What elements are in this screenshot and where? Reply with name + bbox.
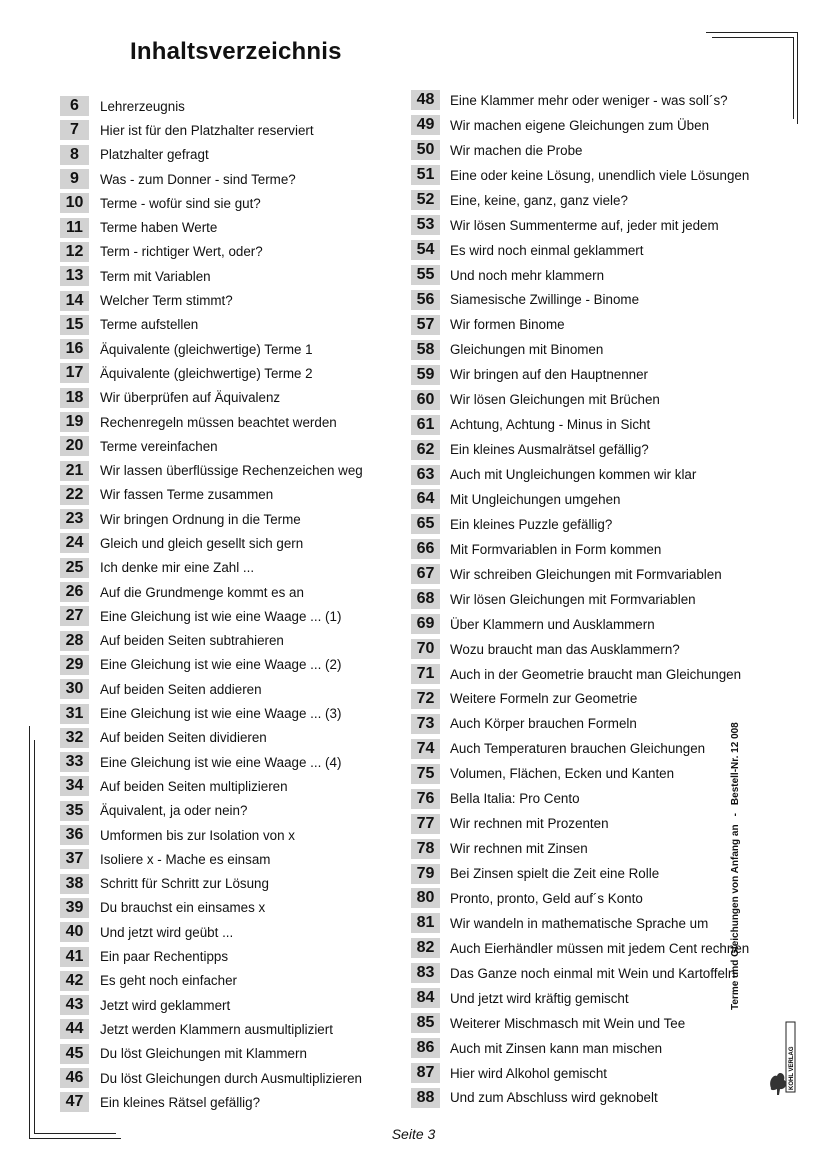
toc-entry bbox=[60, 483, 363, 507]
toc-entry bbox=[60, 969, 363, 993]
page-number-badge: 9 bbox=[60, 169, 89, 189]
toc-entry-title: Hier wird Alkohol gemischt bbox=[450, 1065, 608, 1081]
toc-entry-title: Äquivalente (gleichwertige) Terme 1 bbox=[100, 341, 313, 357]
toc-entry bbox=[411, 761, 749, 786]
toc-entry bbox=[60, 361, 363, 385]
page-number-badge: 83 bbox=[411, 963, 440, 983]
toc-entry-title: Wir lösen Gleichungen mit Brüchen bbox=[450, 392, 660, 408]
page-number-badge: 75 bbox=[411, 764, 440, 784]
toc-entry bbox=[60, 774, 363, 798]
toc-entry bbox=[60, 993, 363, 1017]
toc-entry bbox=[411, 487, 749, 512]
toc-entry bbox=[411, 362, 749, 387]
toc-entry-title: Wir überprüfen auf Äquivalenz bbox=[100, 390, 281, 406]
page-number-badge: 51 bbox=[411, 165, 440, 185]
page-number-badge: 82 bbox=[411, 938, 440, 958]
toc-entry bbox=[60, 653, 363, 677]
toc-entry-title: Über Klammern und Ausklammern bbox=[450, 616, 655, 632]
toc-entry bbox=[60, 556, 363, 580]
toc-entry bbox=[60, 823, 363, 847]
vertical-book-info bbox=[725, 722, 745, 1010]
toc-entry bbox=[60, 240, 363, 264]
toc-entry-title: Bella Italia: Pro Cento bbox=[450, 791, 580, 807]
page-number-badge: 66 bbox=[411, 539, 440, 559]
toc-entry bbox=[411, 462, 749, 487]
page-number-badge: 72 bbox=[411, 689, 440, 709]
toc-entry bbox=[60, 629, 363, 653]
page-number-badge: 31 bbox=[60, 704, 89, 724]
page-number-badge: 70 bbox=[411, 639, 440, 659]
toc-entry-title: Wir machen die Probe bbox=[450, 142, 583, 158]
toc-entry-title: Mit Ungleichungen umgehen bbox=[450, 491, 621, 507]
frame-top-right-inner-h bbox=[712, 37, 794, 38]
toc-entry-title: Terme aufstellen bbox=[100, 317, 199, 333]
page-number-badge: 52 bbox=[411, 190, 440, 210]
toc-entry-title: Wir rechnen mit Zinsen bbox=[450, 841, 588, 857]
page-number-badge: 60 bbox=[411, 390, 440, 410]
toc-entry-title: Siamesische Zwillinge - Binome bbox=[450, 292, 640, 308]
toc-entry-title: Schritt für Schritt zur Lösung bbox=[100, 876, 269, 892]
page-number-badge: 74 bbox=[411, 739, 440, 759]
toc-entry-title: Rechenregeln müssen beachtet werden bbox=[100, 414, 337, 430]
toc-entry bbox=[411, 238, 749, 263]
toc-entry-title: Eine Klammer mehr oder weniger - was soll´s? bbox=[450, 92, 728, 108]
toc-entry-title: Weiterer Mischmasch mit Wein und Tee bbox=[450, 1015, 686, 1031]
toc-entry bbox=[411, 587, 749, 612]
toc-entry bbox=[60, 847, 363, 871]
page-number-badge: 56 bbox=[411, 290, 440, 310]
toc-entry bbox=[60, 580, 363, 604]
toc-entry-title: Eine Gleichung ist wie eine Waage ... (3) bbox=[100, 706, 342, 722]
toc-entry-title: Wir fassen Terme zusammen bbox=[100, 487, 274, 503]
toc-entry bbox=[60, 337, 363, 361]
page-number-badge: 67 bbox=[411, 564, 440, 584]
toc-entry bbox=[411, 811, 749, 836]
page-number-badge: 40 bbox=[60, 922, 89, 942]
toc-entry bbox=[411, 861, 749, 886]
page-number-badge: 22 bbox=[60, 485, 89, 505]
toc-entry bbox=[60, 604, 363, 628]
page-number-badge: 88 bbox=[411, 1088, 440, 1108]
page-number-badge: 34 bbox=[60, 776, 89, 796]
toc-entry bbox=[60, 191, 363, 215]
page-number-badge: 32 bbox=[60, 728, 89, 748]
toc-entry bbox=[60, 1066, 363, 1090]
page-number-badge: 33 bbox=[60, 752, 89, 772]
frame-bottom-left-outer-v bbox=[29, 726, 30, 1138]
toc-entry bbox=[411, 163, 749, 188]
toc-entry bbox=[411, 1011, 749, 1036]
toc-entry-title: Auch mit Ungleichungen kommen wir klar bbox=[450, 467, 697, 483]
page-number-badge: 37 bbox=[60, 849, 89, 869]
toc-entry-title: Pronto, pronto, Geld auf´s Konto bbox=[450, 890, 643, 906]
page-number-badge: 46 bbox=[60, 1068, 89, 1088]
toc-entry-title: Das Ganze noch einmal mit Wein und Kartoffeln bbox=[450, 965, 736, 981]
toc-entry-title: Terme - wofür sind sie gut? bbox=[100, 195, 261, 211]
page-number-badge: 76 bbox=[411, 789, 440, 809]
toc-entry-title: Du brauchst ein einsames x bbox=[100, 900, 266, 916]
page-number-badge: 58 bbox=[411, 340, 440, 360]
toc-entry bbox=[411, 886, 749, 911]
page-number-badge: 18 bbox=[60, 388, 89, 408]
toc-entry bbox=[411, 1036, 749, 1061]
page-number-badge: 35 bbox=[60, 801, 89, 821]
toc-entry bbox=[60, 118, 363, 142]
toc-entry-title: Isoliere x - Mache es einsam bbox=[100, 851, 271, 867]
page-number-badge: 12 bbox=[60, 242, 89, 262]
toc-entry bbox=[60, 920, 363, 944]
page-number-badge: 24 bbox=[60, 533, 89, 553]
page-number-badge: 55 bbox=[411, 265, 440, 285]
toc-entry bbox=[60, 799, 363, 823]
toc-entry-title: Was - zum Donner - sind Terme? bbox=[100, 171, 296, 187]
toc-entry-title: Terme haben Werte bbox=[100, 220, 218, 236]
page-number-badge: 25 bbox=[60, 558, 89, 578]
toc-entry bbox=[411, 961, 749, 986]
page-number-badge: 20 bbox=[60, 436, 89, 456]
toc-entry-title: Wir rechnen mit Prozenten bbox=[450, 816, 609, 832]
toc-entry bbox=[411, 662, 749, 687]
page-number-badge: 86 bbox=[411, 1038, 440, 1058]
toc-entry bbox=[60, 386, 363, 410]
toc-entry-title: Mit Formvariablen in Form kommen bbox=[450, 541, 662, 557]
toc-entry-title: Wir bringen auf den Hauptnenner bbox=[450, 367, 649, 383]
toc-entry bbox=[411, 263, 749, 288]
page-number-badge: 57 bbox=[411, 315, 440, 335]
toc-entry bbox=[411, 537, 749, 562]
page-number-badge: 53 bbox=[411, 215, 440, 235]
toc-entry bbox=[411, 138, 749, 163]
page-number-badge: 47 bbox=[60, 1092, 89, 1112]
frame-top-right-inner-v bbox=[793, 37, 794, 119]
page-number-badge: 68 bbox=[411, 589, 440, 609]
toc-entry bbox=[60, 1017, 363, 1041]
toc-entry-title: Hier ist für den Platzhalter reserviert bbox=[100, 122, 314, 138]
toc-entry-title: Bei Zinsen spielt die Zeit eine Rolle bbox=[450, 866, 660, 882]
toc-entry-title: Jetzt werden Klammern ausmultipliziert bbox=[100, 1021, 333, 1037]
page-number-badge: 23 bbox=[60, 509, 89, 529]
toc-entry bbox=[60, 896, 363, 920]
toc-entry-title: Auch Eierhändler müssen mit jedem Cent rechnen bbox=[450, 940, 750, 956]
page-number-badge: 8 bbox=[60, 145, 89, 165]
toc-entry-title: Ein kleines Ausmalrätsel gefällig? bbox=[450, 442, 649, 458]
toc-entry-title: Wir formen Binome bbox=[450, 317, 565, 333]
toc-entry-title: Wir wandeln in mathematische Sprache um bbox=[450, 915, 709, 931]
toc-entry-title: Auf beiden Seiten multiplizieren bbox=[100, 778, 288, 794]
page-number-badge: 71 bbox=[411, 664, 440, 684]
toc-entry-title: Auch Körper brauchen Formeln bbox=[450, 716, 637, 732]
toc-entry bbox=[60, 410, 363, 434]
page-number-badge: 6 bbox=[60, 96, 89, 116]
page-number-badge: 87 bbox=[411, 1063, 440, 1083]
page-number-badge: 61 bbox=[411, 415, 440, 435]
frame-top-right-outer-h bbox=[706, 32, 798, 33]
toc-entry-title: Es wird noch einmal geklammert bbox=[450, 242, 644, 258]
toc-entry-title: Auf beiden Seiten dividieren bbox=[100, 730, 267, 746]
toc-entry bbox=[411, 786, 749, 811]
toc-entry-title: Ein kleines Rätsel gefällig? bbox=[100, 1094, 261, 1110]
toc-entry-title: Terme vereinfachen bbox=[100, 438, 218, 454]
page-number-badge: 38 bbox=[60, 874, 89, 894]
page-number: Seite 3 bbox=[391, 1126, 436, 1142]
page-number-badge: 28 bbox=[60, 631, 89, 651]
book-title: Terme und Gleichungen von Anfang an bbox=[729, 824, 741, 1010]
toc-entry-title: Gleich und gleich gesellt sich gern bbox=[100, 535, 304, 551]
toc-entry-title: Und zum Abschluss wird geknobelt bbox=[450, 1090, 658, 1106]
toc-entry-title: Welcher Term stimmt? bbox=[100, 293, 233, 309]
toc-entry-title: Du löst Gleichungen durch Ausmultiplizieren bbox=[100, 1070, 362, 1086]
toc-entry-title: Platzhalter gefragt bbox=[100, 147, 209, 163]
page-number-badge: 43 bbox=[60, 995, 89, 1015]
toc-entry-title: Wir schreiben Gleichungen mit Formvariablen bbox=[450, 566, 722, 582]
toc-entry-title: Es geht noch einfacher bbox=[100, 973, 237, 989]
page-number-badge: 45 bbox=[60, 1044, 89, 1064]
page-number-badge: 10 bbox=[60, 193, 89, 213]
toc-entry bbox=[60, 215, 363, 239]
toc-entry bbox=[411, 562, 749, 587]
toc-entry-title: Äquivalente (gleichwertige) Terme 2 bbox=[100, 365, 313, 381]
toc-entry bbox=[411, 512, 749, 537]
toc-entry-title: Wir machen eigene Gleichungen zum Üben bbox=[450, 117, 710, 133]
toc-entry bbox=[60, 288, 363, 312]
toc-entry-title: Eine oder keine Lösung, unendlich viele Lösungen bbox=[450, 167, 750, 183]
toc-entry bbox=[60, 94, 363, 118]
toc-entry-title: Ein paar Rechentipps bbox=[100, 949, 229, 965]
toc-entry bbox=[411, 188, 749, 213]
page-number-badge: 41 bbox=[60, 947, 89, 967]
page-number-badge: 7 bbox=[60, 120, 89, 140]
toc-entry bbox=[411, 687, 749, 712]
toc-entry-title: Eine Gleichung ist wie eine Waage ... (4) bbox=[100, 754, 342, 770]
page-number-badge: 64 bbox=[411, 489, 440, 509]
page-number-badge: 13 bbox=[60, 266, 89, 286]
toc-entry bbox=[411, 637, 749, 662]
toc-entry-title: Achtung, Achtung - Minus in Sicht bbox=[450, 417, 651, 433]
toc-entry-title: Jetzt wird geklammert bbox=[100, 997, 231, 1013]
toc-entry-title: Wir bringen Ordnung in die Terme bbox=[100, 511, 301, 527]
page-number-badge: 14 bbox=[60, 291, 89, 311]
frame-top-right-outer-v bbox=[797, 32, 798, 124]
page-number-badge: 15 bbox=[60, 315, 89, 335]
toc-entry bbox=[60, 1090, 363, 1114]
page-number-badge: 27 bbox=[60, 606, 89, 626]
toc-entry bbox=[411, 1086, 749, 1111]
toc-entry bbox=[60, 677, 363, 701]
toc-entry bbox=[60, 944, 363, 968]
page-number-badge: 85 bbox=[411, 1013, 440, 1033]
toc-entry bbox=[411, 1061, 749, 1086]
toc-entry bbox=[60, 726, 363, 750]
page-number-badge: 69 bbox=[411, 614, 440, 634]
toc-entry-title: Ein kleines Puzzle gefällig? bbox=[450, 516, 613, 532]
toc-entry-title: Du löst Gleichungen mit Klammern bbox=[100, 1046, 307, 1062]
toc-entry bbox=[60, 507, 363, 531]
page-number-badge: 84 bbox=[411, 988, 440, 1008]
page-number-badge: 79 bbox=[411, 864, 440, 884]
page-number-badge: 17 bbox=[60, 363, 89, 383]
toc-entry bbox=[60, 750, 363, 774]
toc-entry bbox=[60, 143, 363, 167]
toc-right-column bbox=[411, 88, 749, 1110]
toc-entry-title: Wir lassen überflüssige Rechenzeichen weg bbox=[100, 463, 363, 479]
toc-entry bbox=[411, 612, 749, 637]
page-title: Inhaltsverzeichnis bbox=[130, 38, 342, 65]
tree-icon bbox=[770, 1073, 786, 1095]
toc-entry bbox=[411, 736, 749, 761]
toc-entry-title: Ich denke mir eine Zahl ... bbox=[100, 560, 255, 576]
page-number-badge: 36 bbox=[60, 825, 89, 845]
toc-entry-title: Und jetzt wird geübt ... bbox=[100, 924, 234, 940]
toc-entry bbox=[411, 337, 749, 362]
toc-entry-title: Lehrerzeugnis bbox=[100, 98, 185, 114]
toc-entry-title: Auch mit Zinsen kann man mischen bbox=[450, 1040, 663, 1056]
toc-entry bbox=[60, 167, 363, 191]
toc-entry-title: Term mit Variablen bbox=[100, 268, 211, 284]
toc-entry-title: Auf beiden Seiten subtrahieren bbox=[100, 633, 284, 649]
toc-entry bbox=[411, 288, 749, 313]
toc-entry-title: Äquivalent, ja oder nein? bbox=[100, 803, 248, 819]
toc-entry bbox=[411, 387, 749, 412]
toc-entry-title: Wozu braucht man das Ausklammern? bbox=[450, 641, 680, 657]
page-number-badge: 73 bbox=[411, 714, 440, 734]
frame-bottom-left-inner-v bbox=[34, 740, 35, 1134]
page-number-badge: 78 bbox=[411, 839, 440, 859]
page-number-badge: 59 bbox=[411, 365, 440, 385]
toc-entry bbox=[411, 412, 749, 437]
toc-entry-title: Auf die Grundmenge kommt es an bbox=[100, 584, 304, 600]
toc-entry bbox=[411, 88, 749, 113]
page-number-badge: 16 bbox=[60, 339, 89, 359]
toc-entry-title: Wir lösen Gleichungen mit Formvariablen bbox=[450, 591, 696, 607]
order-number: Bestell-Nr. 12 008 bbox=[729, 722, 741, 806]
page-number-badge: 29 bbox=[60, 655, 89, 675]
toc-entry-title: Gleichungen mit Binomen bbox=[450, 342, 604, 358]
toc-entry bbox=[60, 531, 363, 555]
toc-entry-title: Und jetzt wird kräftig gemischt bbox=[450, 990, 629, 1006]
toc-entry-title: Auch Temperaturen brauchen Gleichungen bbox=[450, 741, 706, 757]
toc-left-column bbox=[60, 94, 363, 1114]
toc-entry bbox=[411, 711, 749, 736]
page-number-badge: 77 bbox=[411, 814, 440, 834]
page-number-badge: 19 bbox=[60, 412, 89, 432]
page-number-badge: 50 bbox=[411, 140, 440, 160]
page-number-badge: 63 bbox=[411, 465, 440, 485]
toc-entry bbox=[411, 911, 749, 936]
page-number-badge: 30 bbox=[60, 679, 89, 699]
toc-entry bbox=[60, 701, 363, 725]
toc-entry-title: Umformen bis zur Isolation von x bbox=[100, 827, 295, 843]
toc-entry-title: Weitere Formeln zur Geometrie bbox=[450, 691, 638, 707]
toc-entry-title: Eine, keine, ganz, ganz viele? bbox=[450, 192, 628, 208]
publisher-logo bbox=[768, 1018, 798, 1098]
toc-entry bbox=[411, 312, 749, 337]
separator: - bbox=[729, 813, 741, 817]
page-number-badge: 62 bbox=[411, 440, 440, 460]
page-number-badge: 80 bbox=[411, 888, 440, 908]
toc-entry bbox=[60, 1042, 363, 1066]
page-number-badge: 65 bbox=[411, 514, 440, 534]
toc-entry bbox=[411, 936, 749, 961]
page-number-badge: 48 bbox=[411, 90, 440, 110]
page-number-badge: 49 bbox=[411, 115, 440, 135]
toc-entry bbox=[60, 313, 363, 337]
page-number-badge: 11 bbox=[60, 218, 89, 238]
page-number-badge: 42 bbox=[60, 971, 89, 991]
publisher-logo-text: KOHL VERLAG bbox=[789, 1046, 795, 1090]
toc-entry bbox=[411, 437, 749, 462]
toc-entry bbox=[411, 836, 749, 861]
toc-entry bbox=[60, 434, 363, 458]
toc-entry bbox=[60, 264, 363, 288]
toc-entry-title: Und noch mehr klammern bbox=[450, 267, 605, 283]
page-number-badge: 81 bbox=[411, 913, 440, 933]
toc-entry bbox=[411, 113, 749, 138]
toc-entry-title: Wir lösen Summenterme auf, jeder mit jedem bbox=[450, 217, 719, 233]
toc-entry bbox=[60, 458, 363, 482]
toc-entry bbox=[411, 213, 749, 238]
toc-entry-title: Eine Gleichung ist wie eine Waage ... (1) bbox=[100, 608, 342, 624]
toc-entry-title: Auch in der Geometrie braucht man Gleichungen bbox=[450, 666, 742, 682]
page-number-badge: 21 bbox=[60, 461, 89, 481]
page-number-badge: 44 bbox=[60, 1019, 89, 1039]
toc-entry-title: Auf beiden Seiten addieren bbox=[100, 681, 262, 697]
toc-entry-title: Term - richtiger Wert, oder? bbox=[100, 244, 263, 260]
toc-entry-title: Eine Gleichung ist wie eine Waage ... (2) bbox=[100, 657, 342, 673]
toc-entry bbox=[411, 986, 749, 1011]
toc-entry-title: Volumen, Flächen, Ecken und Kanten bbox=[450, 766, 675, 782]
page-number-badge: 39 bbox=[60, 898, 89, 918]
page-number-badge: 54 bbox=[411, 240, 440, 260]
toc-entry bbox=[60, 872, 363, 896]
page-number-badge: 26 bbox=[60, 582, 89, 602]
